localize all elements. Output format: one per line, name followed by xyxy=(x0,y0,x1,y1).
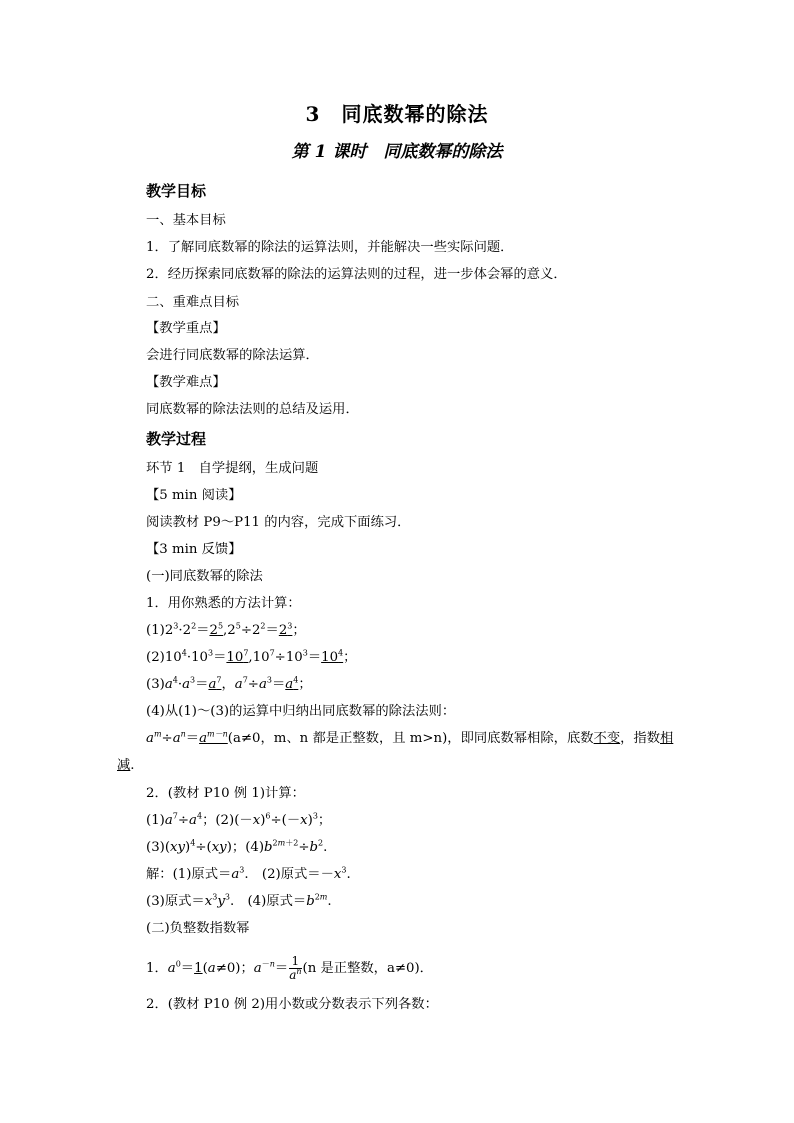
rule-unchanged: 不变 xyxy=(593,731,621,746)
feedback-label: 【3 min 反馈】 xyxy=(146,542,242,557)
reading-label: 【5 min 阅读】 xyxy=(146,488,242,503)
q1-item-4: (4)从(1)～(3)的运算中归纳出同底数幂的除法法则： xyxy=(146,704,456,719)
q2-items-3-4: (3)(xy)$^4$÷(xy)；$(4)b^{2m+2}\div b^2$. xyxy=(146,838,328,855)
rule-subtract-1: 相 xyxy=(660,731,674,746)
key-point-label: 【教学重点】 xyxy=(146,321,226,336)
question1-intro: 1．用你熟悉的方法计算： xyxy=(146,596,301,611)
question2-intro: 2．(教材 P10 例 1)计算： xyxy=(146,786,305,801)
key-point-text: 会进行同底数幂的除法运算． xyxy=(146,348,319,363)
part1-heading: (一)同底数幂的除法 xyxy=(146,569,263,584)
basic-objective-1: 1．了解同底数幂的除法的运算法则，并能解决一些实际问题． xyxy=(146,240,514,255)
basic-objectives-heading: 一、基本目标 xyxy=(146,213,226,228)
step1-heading: 环节 1 自学提纲，生成问题 xyxy=(146,461,319,476)
difficult-point-text: 同底数幂的除法法则的总结及运用． xyxy=(146,402,359,417)
process-heading: 教学过程 xyxy=(146,430,207,448)
page-title: 3 同底数幂的除法 xyxy=(305,102,489,126)
negative-exponent-rule: 1．$a^0=1(a\ne 0)$；$a^{-n}=$ $\frac{1}{a^n}$ (n 是正整数，a≠0)． xyxy=(146,954,433,982)
objectives-heading: 教学目标 xyxy=(146,182,207,200)
division-rule: $a^m\div a^n=a^{m-n}(a\ne 0$，m、n 都是正整数，且 m>n)，即同底数幂相除，底数不变，指数相 xyxy=(146,729,674,746)
solution-line-2: (3)原式$=x^3y^3$. (4)原式$=b^{2m}$. xyxy=(146,892,332,909)
lesson-subtitle: 第 1 课时 同底数幂的除法 xyxy=(291,142,503,162)
key-objectives-heading: 二、重难点目标 xyxy=(146,295,240,310)
reciprocal-fraction: $\frac{1}{a^n}$ xyxy=(289,954,302,982)
division-rule-continued: 减. xyxy=(117,758,135,773)
q1-item-2: $(2)10^4\cdot 10^3=10^7,10^7\div 10^3=10^4$； xyxy=(146,648,357,665)
basic-objective-2: 2．经历探索同底数幂的除法的运算法则的过程，进一步体会幂的意义． xyxy=(146,267,567,282)
negative-exponent-condition: (n 是正整数，a≠0)． xyxy=(302,961,433,976)
part2-heading: (二)负整数指数幂 xyxy=(146,921,250,936)
reading-text: 阅读教材 P9～P11 的内容，完成下面练习． xyxy=(146,515,411,530)
solution-label: 解： xyxy=(146,867,173,882)
q2-items-1-2: $(1)a^7\div a^4$；$(2)(-x)^6\div(-x)^3$； xyxy=(146,811,332,828)
q1-item-3: $(3)a^4\cdot a^3=a^7$，$a^7\div a^3=a^4$； xyxy=(146,675,312,692)
rule-conditions: (a≠0，m、n 都是正整数，且 m>n)，即同底数幂相除，底数 xyxy=(227,731,594,746)
rule-subtract-2: 减 xyxy=(117,758,131,773)
question3-intro: 2．(教材 P10 例 2)用小数或分数表示下列各数： xyxy=(146,997,438,1012)
q1-item-1: $(1)2^3\cdot 2^2=2^5,2^5\div 2^2=2^3$； xyxy=(146,621,306,638)
difficult-point-label: 【教学难点】 xyxy=(146,375,226,390)
solution-line-1: 解：(1)原式$=a^3$. (2)原式$=-x^3$. xyxy=(146,865,351,882)
rule-exponent: ，指数 xyxy=(620,731,661,746)
